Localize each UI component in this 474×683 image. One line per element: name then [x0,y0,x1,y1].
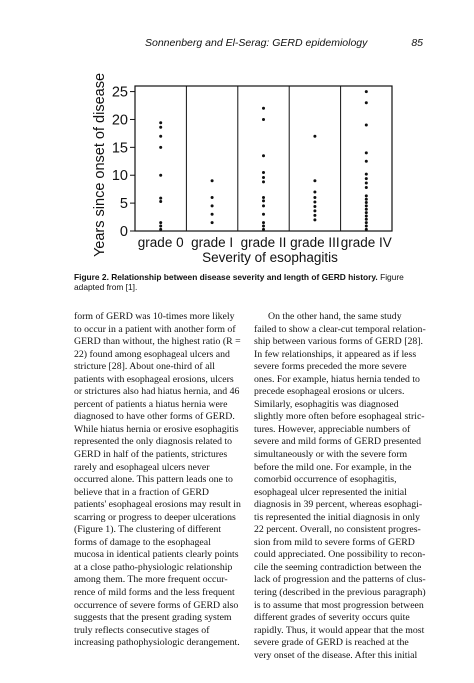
data-point [262,228,265,231]
data-point [159,200,162,203]
text-line: before the mild one. For example, in the [254,461,412,473]
text-line: esophageal ulcer represented the initial [254,486,407,498]
text-line: sion from mild to severe forms of GERD [254,536,415,548]
text-line: cile the seeming contradiction between the [254,561,422,573]
data-point [159,146,162,149]
y-tick-label: 25 [111,84,128,101]
y-tick-label: 20 [111,112,128,129]
text-line: (Figure 1). The clustering of different [74,524,222,536]
text-line: failed to show a clear-cut temporal relation- [254,323,426,335]
text-line: percent of patients a hiatus hernia were [74,398,228,410]
text-line: believe that in a fraction of GERD [74,486,209,498]
data-point [365,218,368,221]
y-ticks [112,85,392,250]
text-line: On the other hand, the same study [268,311,402,322]
data-point [313,196,316,199]
text-line: 22) found among esophageal ulcers and [74,348,230,360]
data-point [365,224,368,227]
data-point [211,213,214,216]
data-point [365,90,368,93]
text-line: tures. However, appreciable numbers of [254,423,411,435]
data-point [313,209,316,212]
text-line: among them. The more frequent occur- [74,574,228,586]
text-line: occurred alone. This pattern leads one to [74,474,233,486]
y-tick-label: 15 [111,140,128,157]
text-line: mucosa in identical patients clearly points [74,549,239,561]
data-point [159,228,162,231]
data-point [262,204,265,207]
text-line: ones. For example, hiatus hernia tended to [254,373,420,385]
text-line: GERD than without, the highest ratio (R = [74,336,241,348]
text-line: 22 percent. Overall, no consistent progres- [254,524,421,536]
data-point [365,177,368,180]
data-point [365,124,368,127]
data-point [262,154,265,157]
y-tick-label: 0 [119,224,128,240]
data-point [365,211,368,214]
running-title: Sonnenberg and El-Serag: GERD epidemiology [145,37,368,49]
text-line: increasing pathophysiologic derangement. [74,637,240,649]
text-line: scarring or progress to deeper ulcerations [74,511,236,523]
text-line: Similarly, esophagitis was diagnosed [254,398,399,410]
text-line: different grades of severity occurs quite [254,612,410,624]
data-point [211,196,214,199]
text-line: slightly more often before esophageal stric- [254,411,425,423]
data-point [365,221,368,224]
text-line: tis represented the initial diagnosis in only [254,511,420,523]
text-line: rarely and esophageal ulcers never [74,461,210,473]
data-point [365,186,368,189]
text-line: diagnosis in 39 percent, whereas esophagi- [254,499,423,511]
data-point [262,118,265,121]
text-line: simultaneously or with the severe form [254,449,408,461]
data-point [313,205,316,208]
data-point [159,224,162,227]
data-point [313,135,316,138]
data-point [159,126,162,129]
text-line: truly reflects consecutive stages of [74,624,210,636]
data-point [159,174,162,177]
text-line: severe grade of GERD is reached at the [254,637,409,649]
y-tick-label: 10 [111,168,128,185]
data-point [211,204,214,207]
x-axis-label: Severity of esophagitis [202,250,338,265]
data-point [365,204,368,207]
text-line: GERD in half of the patients, strictures [74,449,228,461]
caption-lead: Figure 2. Relationship between disease severity and length of GERD history. [74,272,378,282]
data-point [262,180,265,183]
x-tick-label: grade III [290,235,340,250]
data-point [365,151,368,154]
data-point [262,199,265,202]
text-line: forms of damage to the esophageal [74,536,211,548]
data-point [262,221,265,224]
text-line: patients with esophageal erosions, ulcers [74,373,234,385]
data-point [211,221,214,224]
data-point [365,208,368,211]
y-tick-label: 5 [119,196,128,213]
text-line: lack of progression and the patterns of clus- [254,574,426,586]
text-line: precede esophageal erosions or ulcers. [254,386,405,398]
data-point [365,201,368,204]
text-line: represented the only diagnosis related to [74,436,233,448]
data-point [262,213,265,216]
data-point [365,182,368,185]
text-line: diagnosed to have other forms of GERD. [74,411,235,423]
text-line: occurrence of severe forms of GERD also [74,599,239,611]
text-line: suggests that the present grading system [74,612,232,624]
data-point [313,214,316,217]
data-point [365,101,368,104]
text-line: tering (described in the previous paragraph) [254,587,426,599]
data-point [159,197,162,200]
text-line: at a close patho-physiologic relationship [74,561,233,573]
data-point [211,179,214,182]
data-point [313,190,316,193]
text-line: could appreciated. One possibility to recon- [254,549,426,561]
y-axis-label: Years since onset of disease [92,72,108,258]
data-point [262,176,265,179]
text-line: severe forms preceded the more severe [254,361,407,373]
data-points [159,90,368,231]
text-line: is to assume that most progression between [254,599,424,611]
text-line: stricture [28]. About one-third of all [74,361,215,373]
caption-text: Figure adapted from [1]. [74,272,404,292]
text-line: to occur in a patient with another form of [74,323,236,335]
data-point [159,121,162,124]
page-number: 85 [411,37,423,49]
text-line: rapidly. Thus, it would appear that the most [254,624,425,636]
data-point [262,171,265,174]
data-point [262,107,265,110]
data-point [365,173,368,176]
text-line: ship between various forms of GERD [28]. [254,336,423,348]
text-line: very onset of the disease. After this initial [254,649,418,661]
x-tick-label: grade II [240,235,287,250]
data-point [313,218,316,221]
data-point [313,201,316,204]
data-point [262,196,265,199]
data-point [159,221,162,224]
data-point [365,214,368,217]
text-line: While hiatus hernia or erosive esophagitis [74,423,239,435]
x-tick-label: grade 0 [137,235,184,250]
body-column-right [254,311,426,662]
data-point [365,160,368,163]
figure-caption [74,272,414,292]
data-point [313,179,316,182]
text-line: severe and mild forms of GERD presented [254,436,422,448]
x-tick-label: grade IV [340,235,392,250]
data-point [159,135,162,138]
text-line: patients' esophageal erosions may result in [74,499,241,511]
body-column-left [74,311,242,650]
x-tick-label: grade I [191,235,234,250]
data-point [365,198,368,201]
text-line: In few relationships, it appeared as if less [254,348,417,360]
text-line: comorbid occurrence of esophagitis, [254,474,397,486]
text-line: rence of mild forms and the less frequent [74,587,235,599]
data-point [262,224,265,227]
text-line: form of GERD was 10-times more likely [74,311,235,322]
text-line: or strictures also had hiatus hernia, and 46 [74,386,240,398]
data-point [365,194,368,197]
data-point [365,228,368,231]
